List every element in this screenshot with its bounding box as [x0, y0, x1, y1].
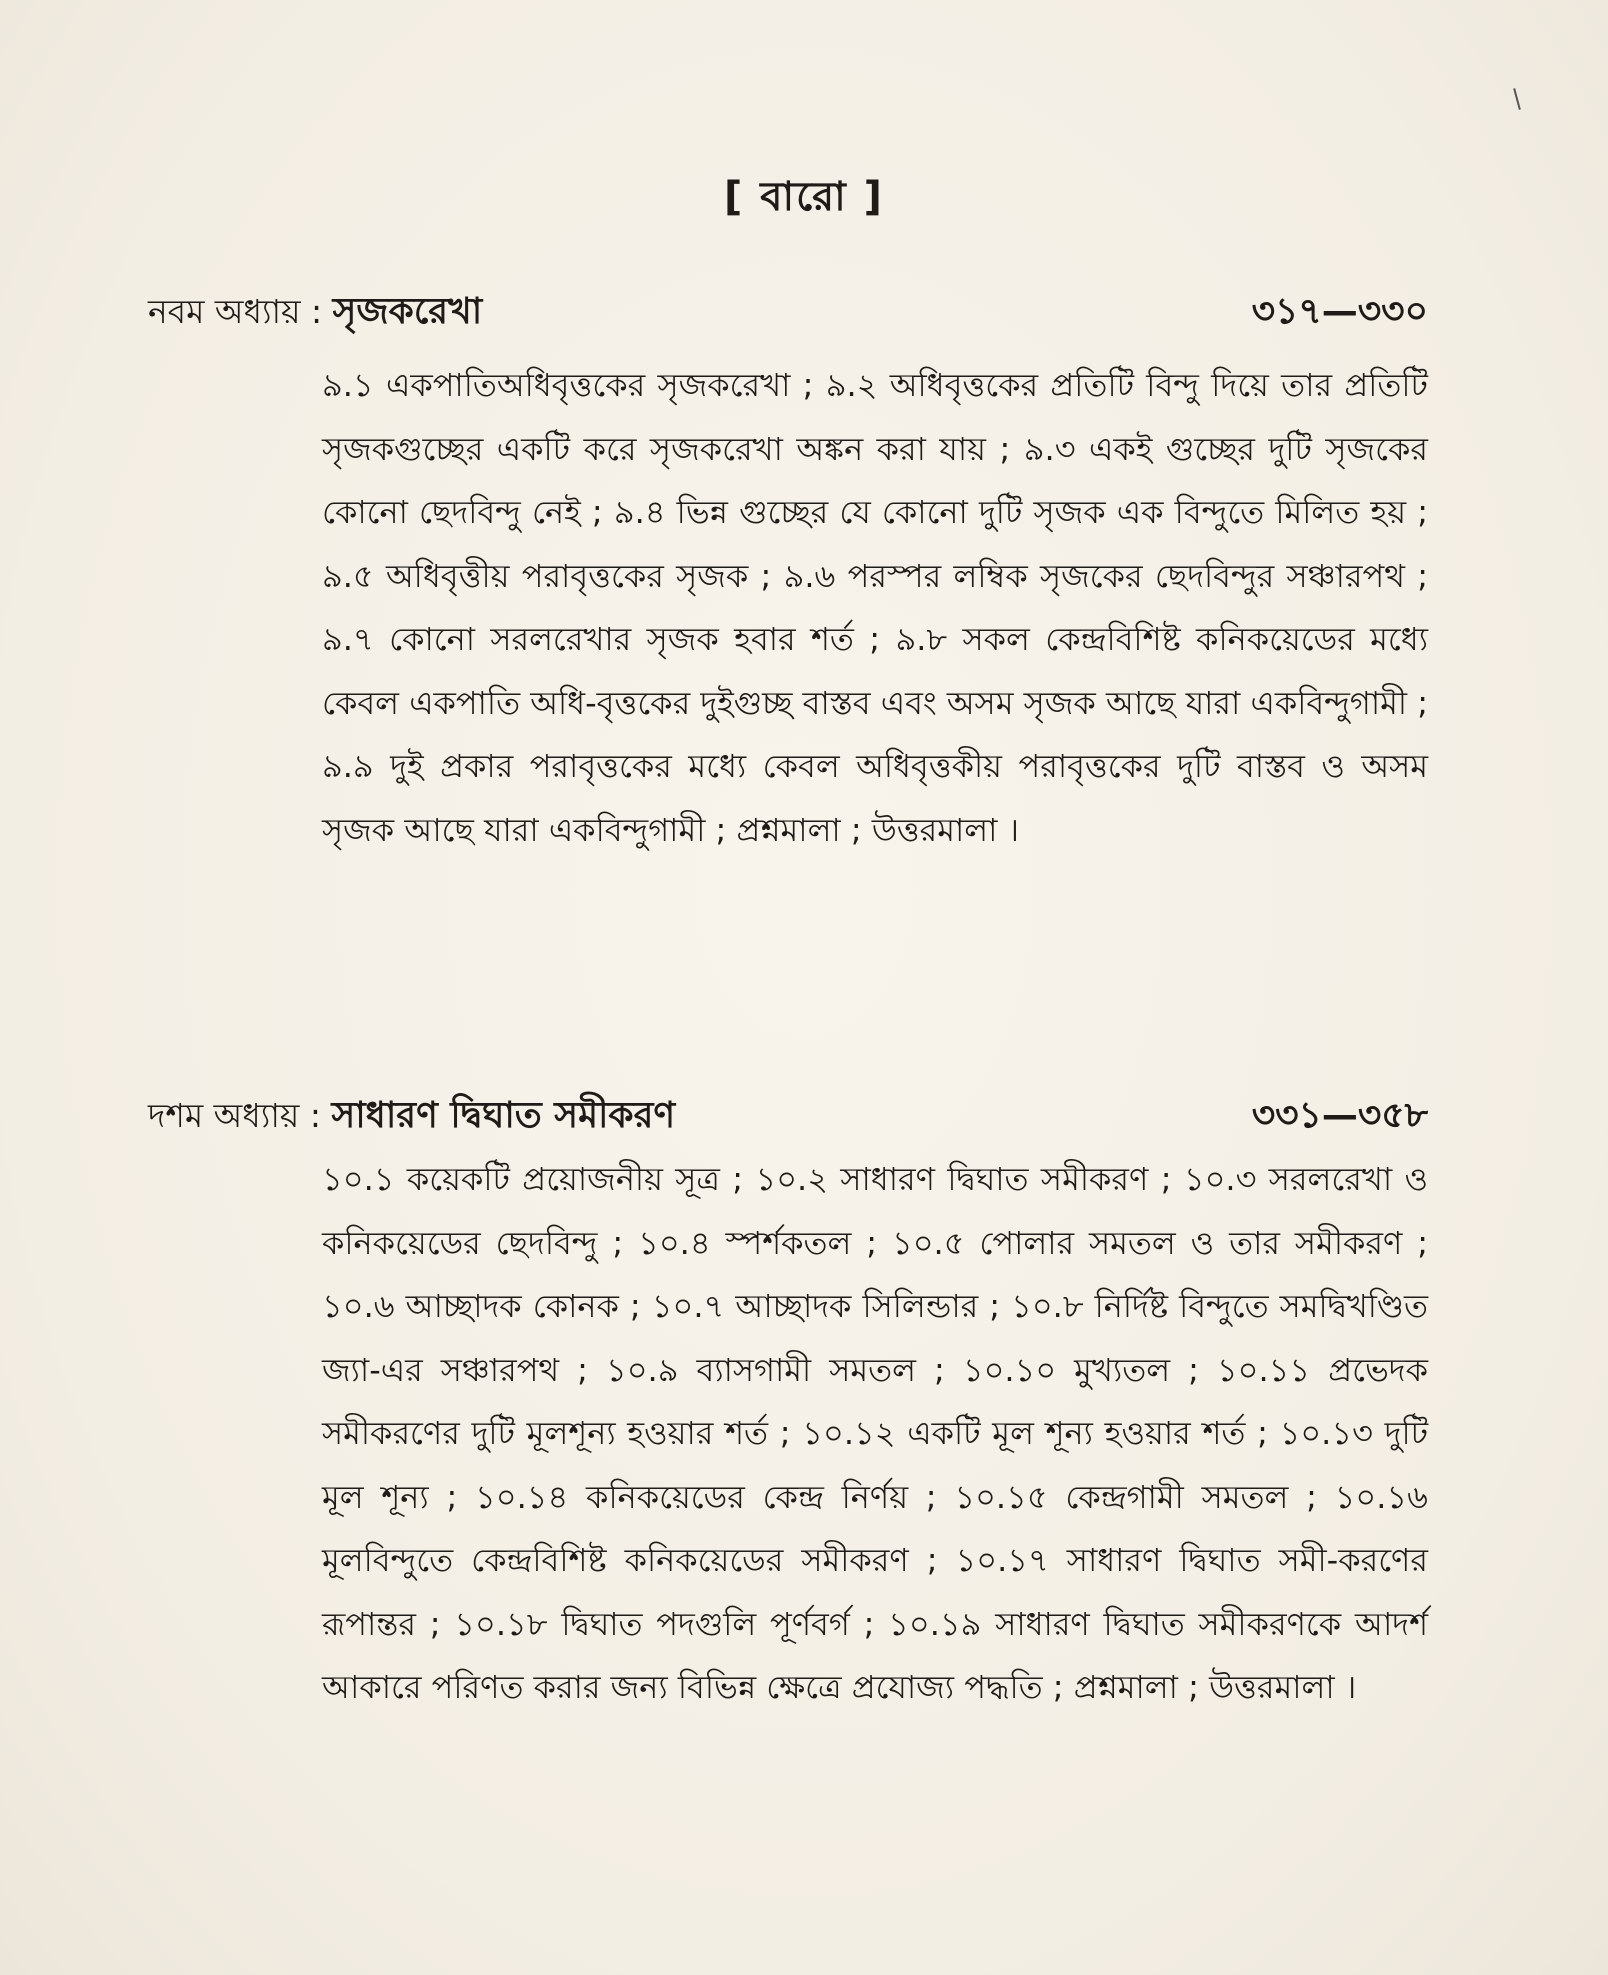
- topic-item: ৯.১ একপাতিঅধিবৃত্তকের সৃজকরেখা ;: [322, 366, 814, 404]
- topic-item: ১০.১ কয়েকটি প্রয়োজনীয় সূত্র ;: [322, 1160, 744, 1198]
- topic-item: ১০.৯ ব্যাসগামী সমতল ;: [605, 1350, 945, 1389]
- topic-item: ১০.১৫ কেন্দ্রগামী সমতল ;: [954, 1477, 1317, 1516]
- topic-item: ১০.২ সাধারণ দ্বিঘাত সমীকরণ ;: [755, 1160, 1172, 1198]
- chapter-heading: [148, 284, 1428, 340]
- chapter-contents: [322, 354, 1428, 862]
- topic-item: ৯.৭ কোনো সরলরেখার সৃজক হবার শর্ত ;: [322, 620, 881, 658]
- topic-item: ৯.৪ ভিন্ন গুচ্ছের যে কোনো দুটি সৃজক এক বিন্দুতে মিলিত হয় ;: [613, 493, 1428, 531]
- topic-item: প্রশ্নমালা ;: [1073, 1668, 1199, 1706]
- chapter-label: দশম অধ্যায় :: [148, 1096, 321, 1135]
- topic-item: ১০.১২ একটি মূল শূন্য হওয়ার শর্ত ;: [802, 1414, 1268, 1452]
- topic-item: ১০.১৪ কনিকয়েডের কেন্দ্র নির্ণয় ;: [475, 1477, 937, 1516]
- topic-item: ১০.৬ আচ্ছাদক কোনক ;: [322, 1287, 641, 1325]
- topic-item: ১০.১০ মুখ্যতল ;: [962, 1350, 1199, 1389]
- topic-item: ৯.৩ একই গুচ্ছের দুটি সৃজকের কোনো ছেদবিন্দু নেই ;: [322, 429, 1429, 531]
- topic-item: ১০.১১ প্রভেদক সমীকরণের দুটি মূলশূন্য হওয়ার শর্ত ;: [322, 1350, 1429, 1452]
- chapter-page-range: ৩৩১—৩৫৮: [1251, 1095, 1428, 1136]
- chapter-contents: [322, 1148, 1428, 1720]
- topic-item: ১০.১৩ দুটি মূল শূন্য ;: [322, 1414, 1429, 1516]
- topic-item: ১০.৭ আচ্ছাদক সিলিন্ডার ;: [651, 1287, 1001, 1325]
- page-number: [ বারো ]: [724, 174, 884, 220]
- topic-item: ১০.৩ সরলরেখা ও কনিকয়েডের ছেদবিন্দু ;: [322, 1160, 1429, 1262]
- topic-item: ১০.১৭ সাধারণ দ্বিঘাত সমী-করণের রূপান্তর ;: [322, 1541, 1428, 1643]
- topic-item: ১০.১৯ সাধারণ দ্বিঘাত সমীকরণকে আদর্শ আকারে পরিণত করার জন্য বিভিন্ন ক্ষেত্রে প্রযোজ্য পদ্ধতি ;: [322, 1604, 1429, 1706]
- topic-item: উত্তরমালা ।: [1209, 1668, 1357, 1706]
- chapter-title: সাধারণ দ্বিঘাত সমীকরণ: [331, 1095, 676, 1136]
- topic-item: ১০.১৬ মূলবিন্দুতে কেন্দ্রবিশিষ্ট কনিকয়েডের সমীকরণ ;: [322, 1477, 1428, 1579]
- topic-item: ৯.৫ অধিবৃত্তীয় পরাবৃত্তকের সৃজক ;: [322, 556, 772, 595]
- topic-item: ১০.১৮ দ্বিঘাত পদগুলি পূর্ণবর্গ ;: [454, 1604, 875, 1643]
- topic-item: ৯.৮ সকল কেন্দ্রবিশিষ্ট কনিকয়েডের মধ্যে কেবল একপাতি অধি-বৃত্তকের দুইগুচ্ছ বাস্তব এবং অসম সৃজক আছে যারা একবিন্দুগামী ;: [322, 620, 1429, 722]
- chapter-label: নবম অধ্যায় :: [148, 292, 323, 331]
- topic-item: ৯.৬ পরস্পর লম্বিক সৃজকের ছেদবিন্দুর সঞ্চারপথ ;: [783, 556, 1428, 595]
- topic-item: ১০.৫ পোলার সমতল ও তার সমীকরণ ;: [891, 1223, 1429, 1262]
- topic-item: প্রশ্নমালা ;: [736, 810, 862, 849]
- topic-item: ১০.৪ স্পর্শকতল ;: [638, 1223, 878, 1262]
- edge-mark: [1513, 88, 1521, 110]
- chapter-heading: [148, 1088, 1428, 1144]
- chapter-title: সৃজকরেখা: [332, 291, 483, 332]
- topic-item: উত্তরমালা ।: [871, 810, 1020, 849]
- topic-item: ১০.৮ নির্দিষ্ট বিন্দুতে সমদ্বিখণ্ডিত জ্যা-এর সঞ্চারপথ ;: [322, 1287, 1429, 1389]
- chapter-page-range: ৩১৭—৩৩০: [1251, 291, 1428, 332]
- topic-item: ৯.৯ দুই প্রকার পরাবৃত্তকের মধ্যে কেবল অধিবৃত্তকীয় পরাবৃত্তকের দুটি বাস্তব ও অসম সৃজক আছে যারা একবিন্দুগামী ;: [322, 747, 1428, 849]
- topic-item: ৯.২ অধিবৃত্তকের প্রতিটি বিন্দু দিয়ে তার প্রতিটি সৃজকগুচ্ছের একটি করে সৃজকরেখা অঙ্কন করা যায় ;: [322, 366, 1428, 468]
